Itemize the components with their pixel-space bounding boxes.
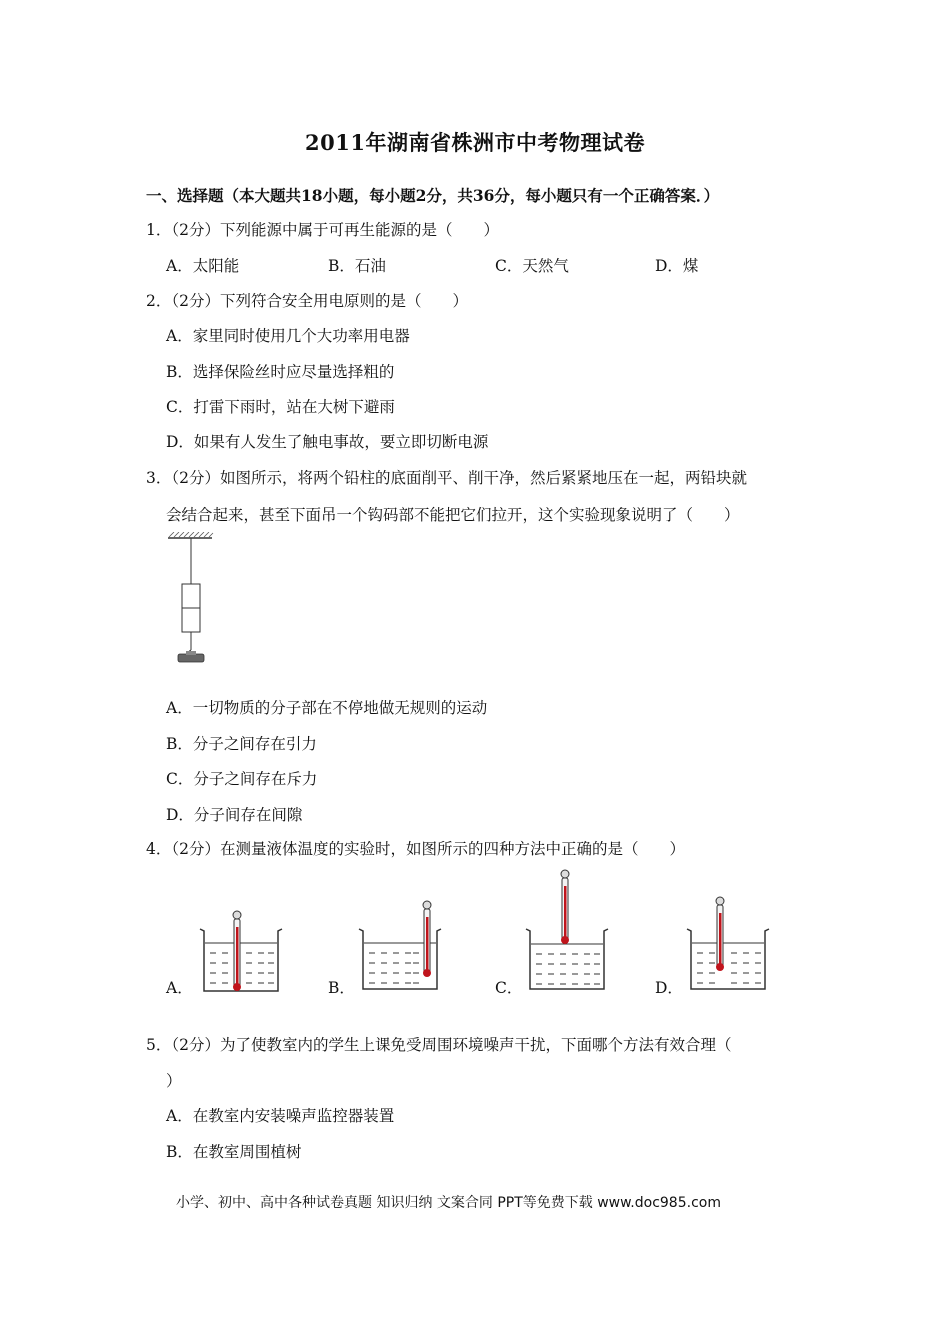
beaker-c-figure: [522, 868, 612, 995]
q1-option-b: B．石油: [328, 257, 386, 275]
q1-option-c: C．天然气: [495, 257, 569, 275]
q4-option-d: D．: [655, 979, 683, 997]
q3-option-b: B．分子之间存在引力: [166, 735, 317, 753]
lead-cylinder-figure: [166, 532, 216, 672]
q5-option-b: B．在教室周围植树: [166, 1143, 302, 1161]
question-5-stem-line1: 5．（2分）为了使教室内的学生上课免受周围环境噪声干扰，下面哪个方法有效合理（: [146, 1036, 732, 1054]
question-3-stem-line2: 会结合起来，甚至下面吊一个钩码部不能把它们拉开，这个实验现象说明了（ ）: [166, 506, 740, 524]
q2-option-c: C．打雷下雨时，站在大树下避雨: [166, 398, 395, 416]
beaker-a-figure: [196, 905, 286, 995]
q3-option-d: D．分子间存在间隙: [166, 806, 303, 824]
page-footer: 小学、初中、高中各种试卷真题 知识归纳 文案合同 PPT等免费下载 www.doc985.com: [176, 1195, 721, 1211]
q4-option-c: C．: [495, 979, 523, 997]
q1-option-d: D．煤: [655, 257, 699, 275]
beaker-d-figure: [683, 893, 773, 995]
q3-option-a: A．一切物质的分子部在不停地做无规则的运动: [166, 699, 488, 717]
q4-option-a: A．: [166, 979, 193, 997]
question-2-stem: 2．（2分）下列符合安全用电原则的是（ ）: [146, 292, 468, 310]
section-heading: 一、选择题（本大题共18小题，每小题2分，共36分，每小题只有一个正确答案．）: [146, 186, 720, 205]
q2-option-a: A．家里同时使用几个大功率用电器: [166, 327, 410, 345]
q5-option-a: A．在教室内安装噪声监控器装置: [166, 1107, 395, 1125]
question-5-stem-line2: ）: [166, 1072, 182, 1090]
question-1-stem: 1．（2分）下列能源中属于可再生能源的是（ ）: [146, 221, 499, 239]
q2-option-d: D．如果有人发生了触电事故，要立即切断电源: [166, 433, 489, 451]
beaker-b-figure: [355, 895, 445, 995]
q2-option-b: B．选择保险丝时应尽量选择粗的: [166, 363, 395, 381]
q1-option-a: A．太阳能: [166, 257, 240, 275]
q3-option-c: C．分子之间存在斥力: [166, 770, 318, 788]
question-4-stem: 4．（2分）在测量液体温度的实验时，如图所示的四种方法中正确的是（ ）: [146, 840, 685, 858]
page-title: 2011年湖南省株洲市中考物理试卷: [305, 130, 645, 155]
question-3-stem-line1: 3．（2分）如图所示，将两个铅柱的底面削平、削干净，然后紧紧地压在一起，两铅块就: [146, 469, 747, 487]
q4-option-b: B．: [328, 979, 355, 997]
